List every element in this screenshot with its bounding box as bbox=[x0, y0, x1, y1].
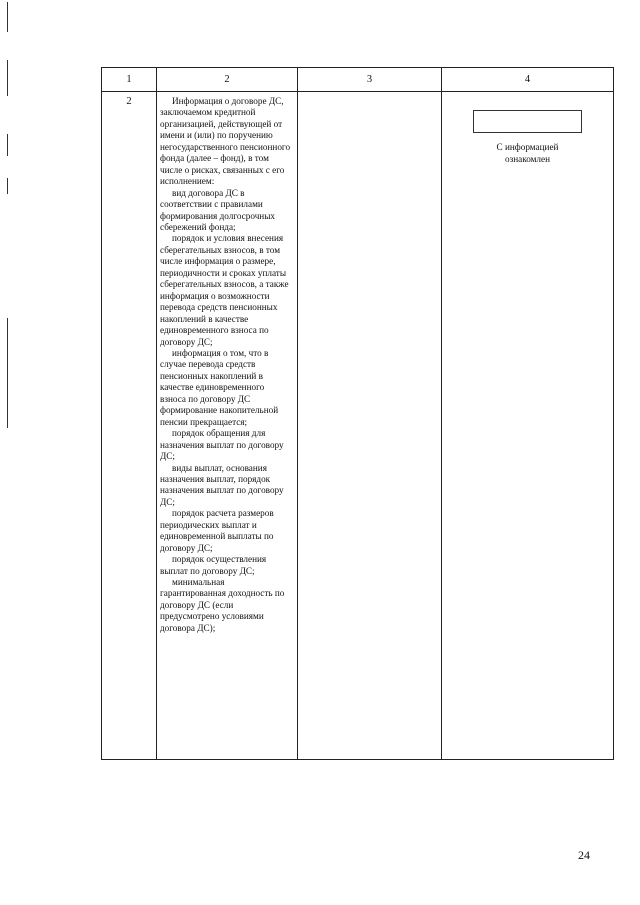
column-header-1: 1 bbox=[102, 68, 157, 92]
scan-edge-mark-1 bbox=[7, 2, 8, 32]
signature-box[interactable] bbox=[473, 110, 582, 133]
information-paragraph-payment-procedure: порядок осуществления выплат по договору ДС; bbox=[160, 554, 267, 576]
document-table bbox=[101, 67, 614, 760]
information-paragraph-contract-type: вид договора ДС в соответствии с правилами формирования долгосрочных сбережений фонда; bbox=[160, 187, 275, 232]
page-number: 24 bbox=[578, 848, 590, 862]
acknowledgement-text-line1: С информацией bbox=[496, 142, 559, 152]
column-3-cell bbox=[298, 92, 442, 760]
information-paragraph-pension-termination: информация о том, что в случае перевода средств пенсионных накоплений в качестве единовременного взноса по договору ДС формирование накопительной пенсии прекращается; bbox=[160, 347, 279, 427]
row-number: 2 bbox=[102, 92, 157, 760]
information-paragraph-guaranteed-yield: минимальная гарантированная доходность по договору ДС (если предусмотрено условиями договора ДС); bbox=[160, 577, 285, 633]
information-paragraph-payment-calculation: порядок расчета размеров периодических выплат и единовременной выплаты по договору ДС; bbox=[160, 508, 274, 553]
scan-edge-mark-5 bbox=[7, 318, 8, 428]
acknowledgement-text-line2: ознакомлен bbox=[504, 154, 551, 164]
column-header-3: 3 bbox=[298, 68, 442, 92]
table-row bbox=[102, 92, 614, 760]
table-header-row bbox=[102, 68, 614, 92]
column-header-2: 2 bbox=[157, 68, 298, 92]
information-paragraph-intro: Информация о договоре ДС, заключаемом кредитной организацией, действующей от имени и (или) по поручению негосударственного пенсионного фонда (далее – фонд), в том числе о рисках, связанных с его исполнением: bbox=[160, 96, 291, 187]
scan-edge-mark-3 bbox=[7, 134, 8, 156]
acknowledgement-cell bbox=[442, 92, 614, 760]
information-paragraph-application-procedure: порядок обращения для назначения выплат по договору ДС; bbox=[160, 428, 284, 462]
information-cell bbox=[157, 92, 298, 760]
information-paragraph-payment-types: виды выплат, основания назначения выплат, порядок назначения выплат по договору ДС; bbox=[160, 462, 284, 507]
information-paragraph-contributions: порядок и условия внесения сберегательных взносов, в том числе информация о размере, периодичности и сроках уплаты сберегательных взносов, а также информация о возможности перевода средств пенсионных накоплений в качестве единовременного взноса по договору ДС; bbox=[160, 233, 289, 347]
scan-edge-mark-2 bbox=[7, 60, 8, 96]
scan-edge-mark-4 bbox=[7, 178, 8, 194]
column-header-4: 4 bbox=[442, 68, 614, 92]
